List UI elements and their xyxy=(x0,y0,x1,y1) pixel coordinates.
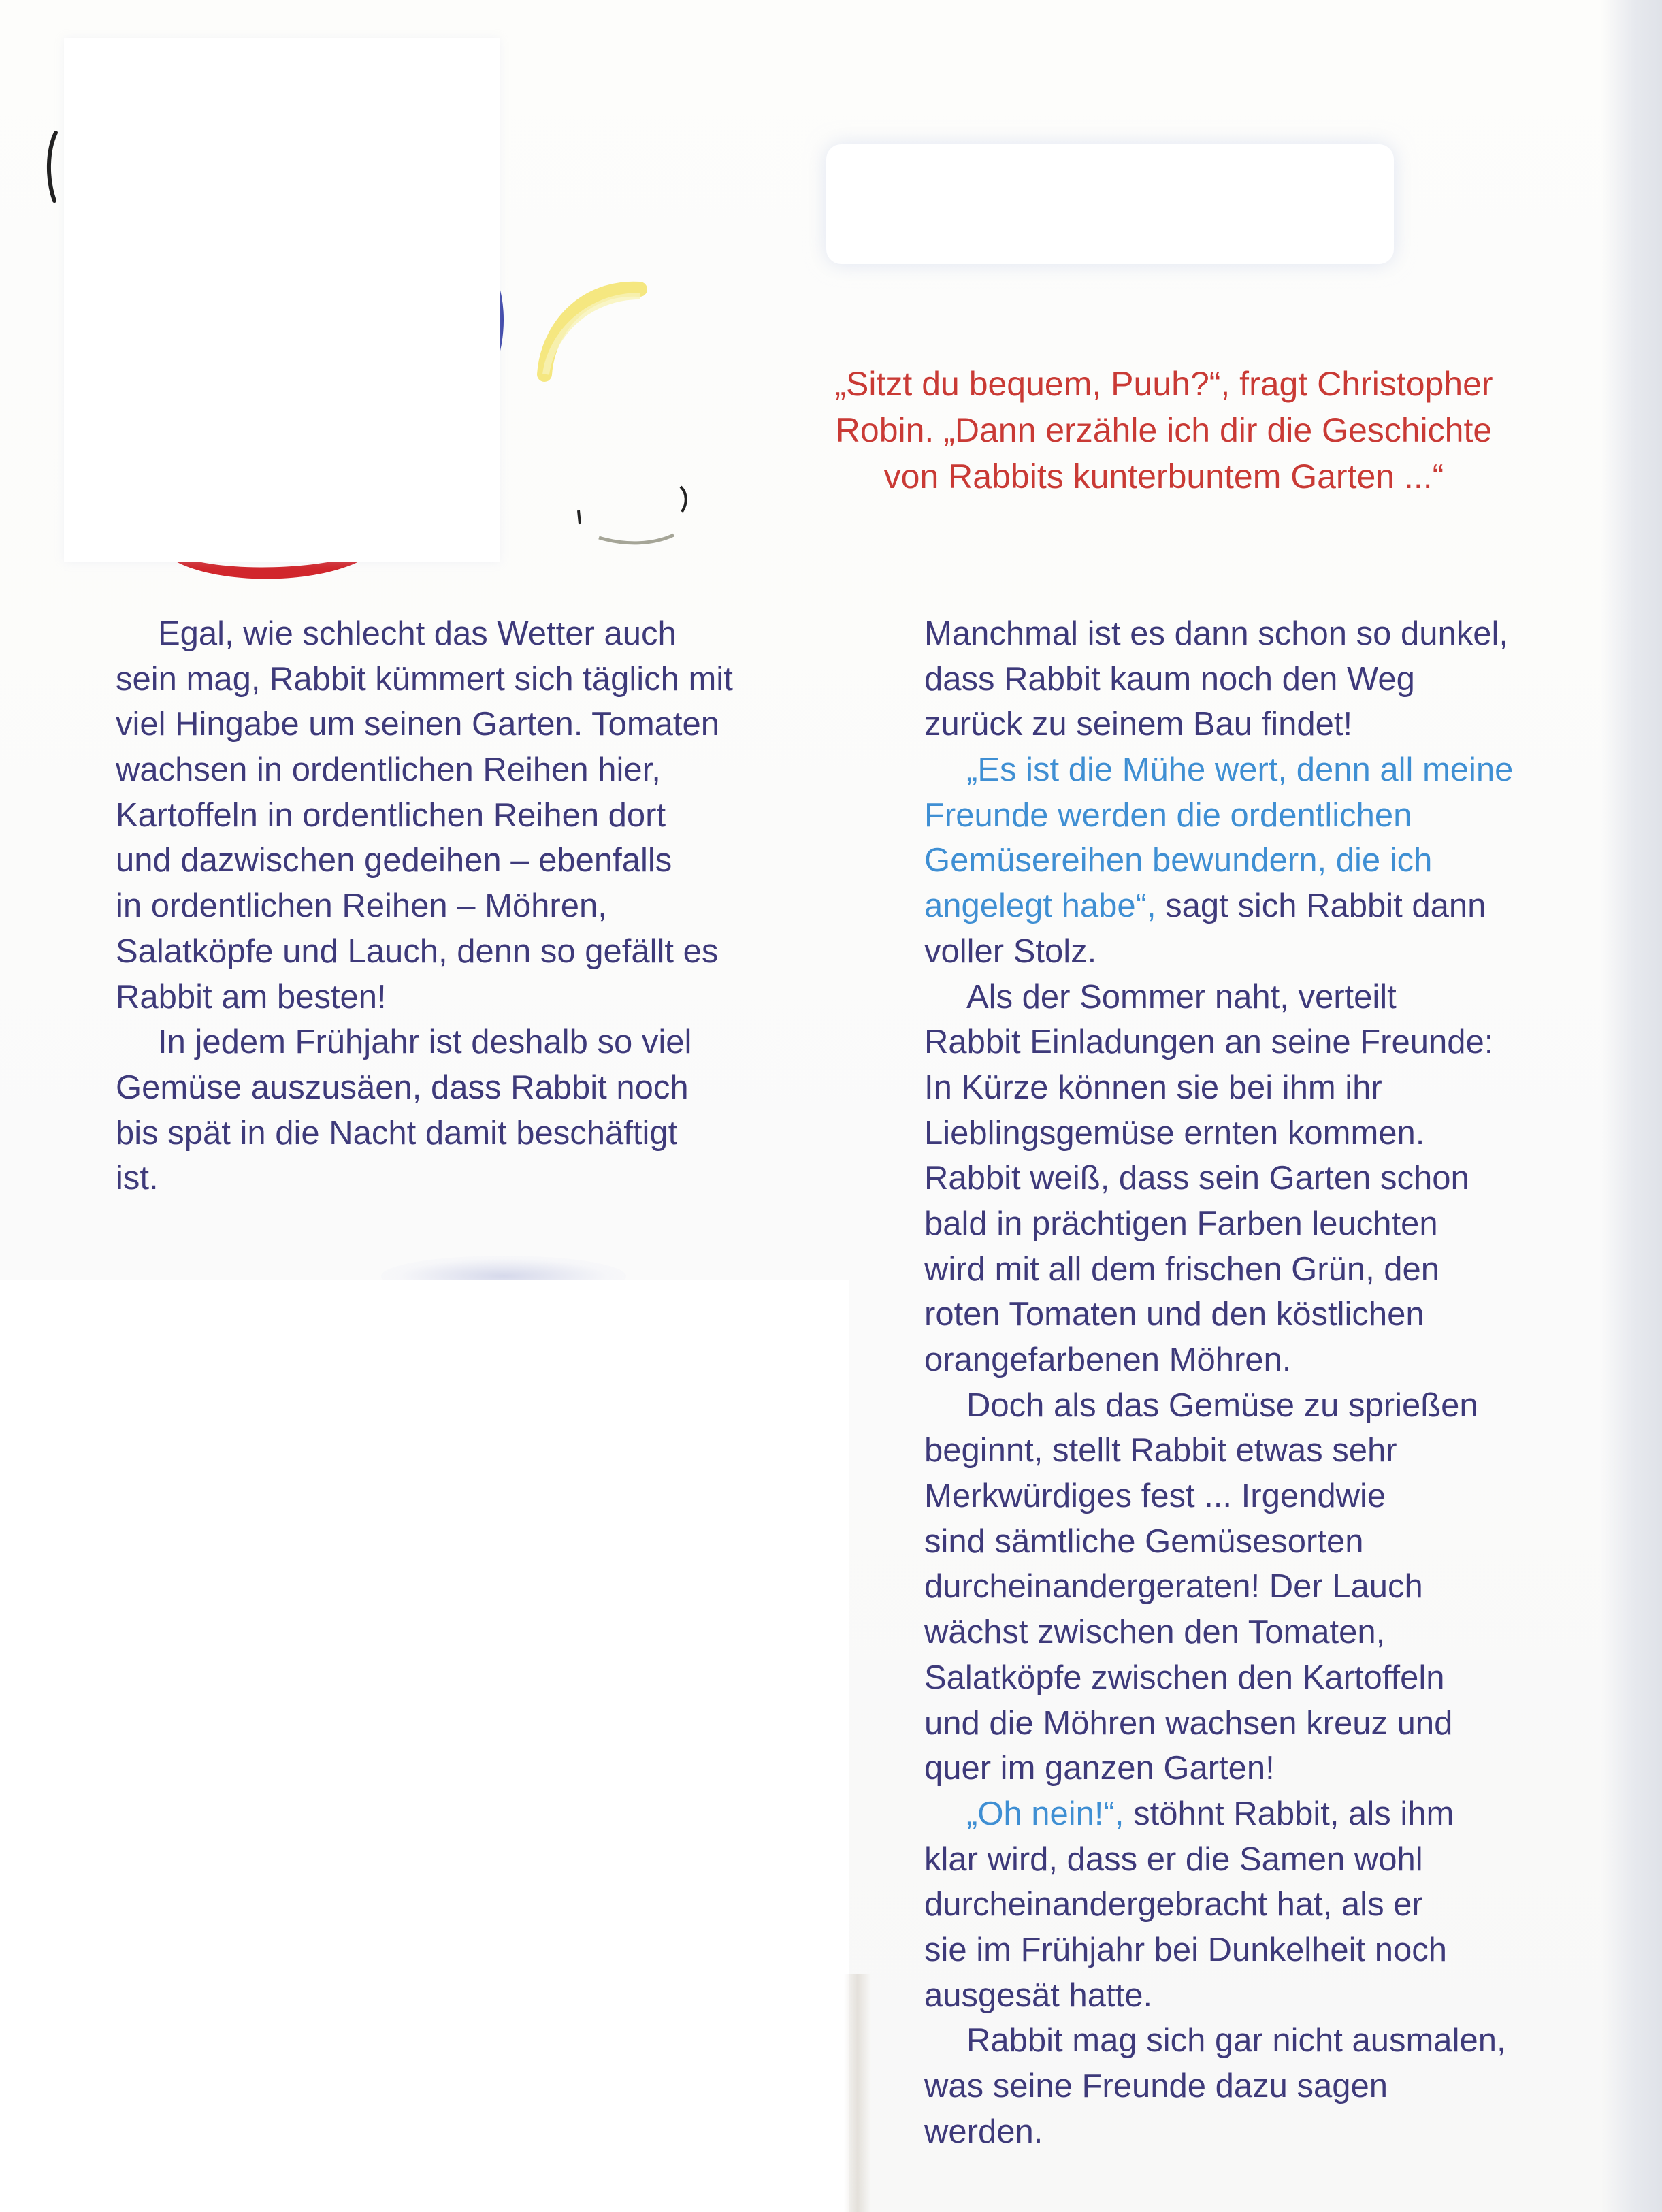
text-line: sein mag, Rabbit kümmert sich täglich mit xyxy=(116,660,733,698)
intro-line: „Sitzt du bequem, Puuh?“, fragt Christopher xyxy=(834,365,1493,403)
text-line: durcheinandergebracht hat, als er xyxy=(924,1886,1423,1923)
blank-title-area xyxy=(826,144,1394,264)
text-line: bis spät in die Nacht damit beschäftigt xyxy=(116,1114,678,1152)
text-line: was seine Freunde dazu sagen xyxy=(924,2068,1388,2104)
quote-fragment: „Oh nein!“, xyxy=(966,1795,1124,1832)
text-line: Als der Sommer naht, verteilt xyxy=(966,978,1397,1015)
text-line: sie im Frühjahr bei Dunkelheit noch xyxy=(924,1931,1448,1968)
illustration-fragment xyxy=(531,272,667,408)
text-line: Merkwürdiges fest ... Irgendwie xyxy=(924,1478,1386,1515)
text-line: wächst zwischen den Tomaten, xyxy=(924,1614,1386,1651)
quote-fragment: angelegt habe“, xyxy=(924,888,1156,925)
text-line: In Kürze können sie bei ihm ihr xyxy=(924,1069,1382,1106)
text-line: Egal, wie schlecht das Wetter auch xyxy=(158,615,677,652)
text-line: In jedem Frühjahr ist deshalb so viel xyxy=(158,1024,692,1061)
text-line: durcheinandergeraten! Der Lauch xyxy=(924,1568,1423,1606)
illustration-fragment xyxy=(572,470,701,551)
text-fragment: stöhnt Rabbit, als ihm xyxy=(1124,1795,1454,1832)
text-line: ausgesät hatte. xyxy=(924,1977,1153,2014)
text-line: zurück zu seinem Bau findet! xyxy=(924,706,1353,743)
quote-line: „Es ist die Mühe wert, denn all meine xyxy=(966,751,1514,789)
right-column-text xyxy=(924,611,1612,2154)
text-line: Rabbit Einladungen an seine Freunde: xyxy=(924,1024,1494,1061)
text-line: werden. xyxy=(924,2113,1043,2150)
illustration-fragment xyxy=(41,129,61,204)
text-line: sind sämtliche Gemüsesorten xyxy=(924,1523,1364,1560)
text-line: ist. xyxy=(116,1160,159,1197)
blank-image-area xyxy=(64,38,500,562)
text-line: Rabbit mag sich gar nicht ausmalen, xyxy=(966,2022,1506,2060)
intro-line: Robin. „Dann erzähle ich dir die Geschichte xyxy=(835,411,1493,449)
blank-image-area xyxy=(0,1280,849,2212)
quote-line: Gemüsereihen bewundern, die ich xyxy=(924,842,1433,879)
text-line: Kartoffeln in ordentlichen Reihen dort xyxy=(116,796,666,834)
text-line: Rabbit weiß, dass sein Garten schon xyxy=(924,1160,1469,1197)
text-line: und die Möhren wachsen kreuz und xyxy=(924,1704,1453,1742)
intro-text xyxy=(755,361,1572,500)
text-line xyxy=(924,883,1612,929)
intro-line: von Rabbits kunterbuntem Garten ...“ xyxy=(883,457,1444,495)
text-line: orangefarbenen Möhren. xyxy=(924,1341,1292,1378)
text-line: klar wird, dass er die Samen wohl xyxy=(924,1840,1423,1878)
text-line: in ordentlichen Reihen – Möhren, xyxy=(116,888,607,925)
text-line: dass Rabbit kaum noch den Weg xyxy=(924,660,1415,698)
text-line: und dazwischen gedeihen – ebenfalls xyxy=(116,842,672,879)
left-column-text xyxy=(116,611,851,1201)
text-line: Lieblingsgemüse ernten kommen. xyxy=(924,1114,1425,1152)
illustration-fragment xyxy=(844,1974,871,2212)
text-line: viel Hingabe um seinen Garten. Tomaten xyxy=(116,706,720,743)
text-line: roten Tomaten und den köstlichen xyxy=(924,1296,1424,1333)
text-line: Doch als das Gemüse zu sprießen xyxy=(966,1386,1478,1424)
quote-line: Freunde werden die ordentlichen xyxy=(924,796,1412,834)
text-fragment: sagt sich Rabbit dann xyxy=(1156,888,1486,925)
text-line: wird mit all dem frischen Grün, den xyxy=(924,1250,1440,1288)
text-line: Salatköpfe zwischen den Kartoffeln xyxy=(924,1659,1445,1696)
text-line: bald in prächtigen Farben leuchten xyxy=(924,1205,1438,1242)
text-line: quer im ganzen Garten! xyxy=(924,1750,1275,1787)
text-line: Manchmal ist es dann schon so dunkel, xyxy=(924,615,1508,652)
text-line: beginnt, stellt Rabbit etwas sehr xyxy=(924,1432,1397,1469)
text-line: Salatköpfe und Lauch, denn so gefällt es xyxy=(116,932,719,970)
text-line: wachsen in ordentlichen Reihen hier, xyxy=(116,751,661,789)
text-line: Gemüse auszusäen, dass Rabbit noch xyxy=(116,1069,689,1106)
text-line xyxy=(924,1791,1612,1837)
text-line: Rabbit am besten! xyxy=(116,978,387,1015)
text-line: voller Stolz. xyxy=(924,932,1097,970)
